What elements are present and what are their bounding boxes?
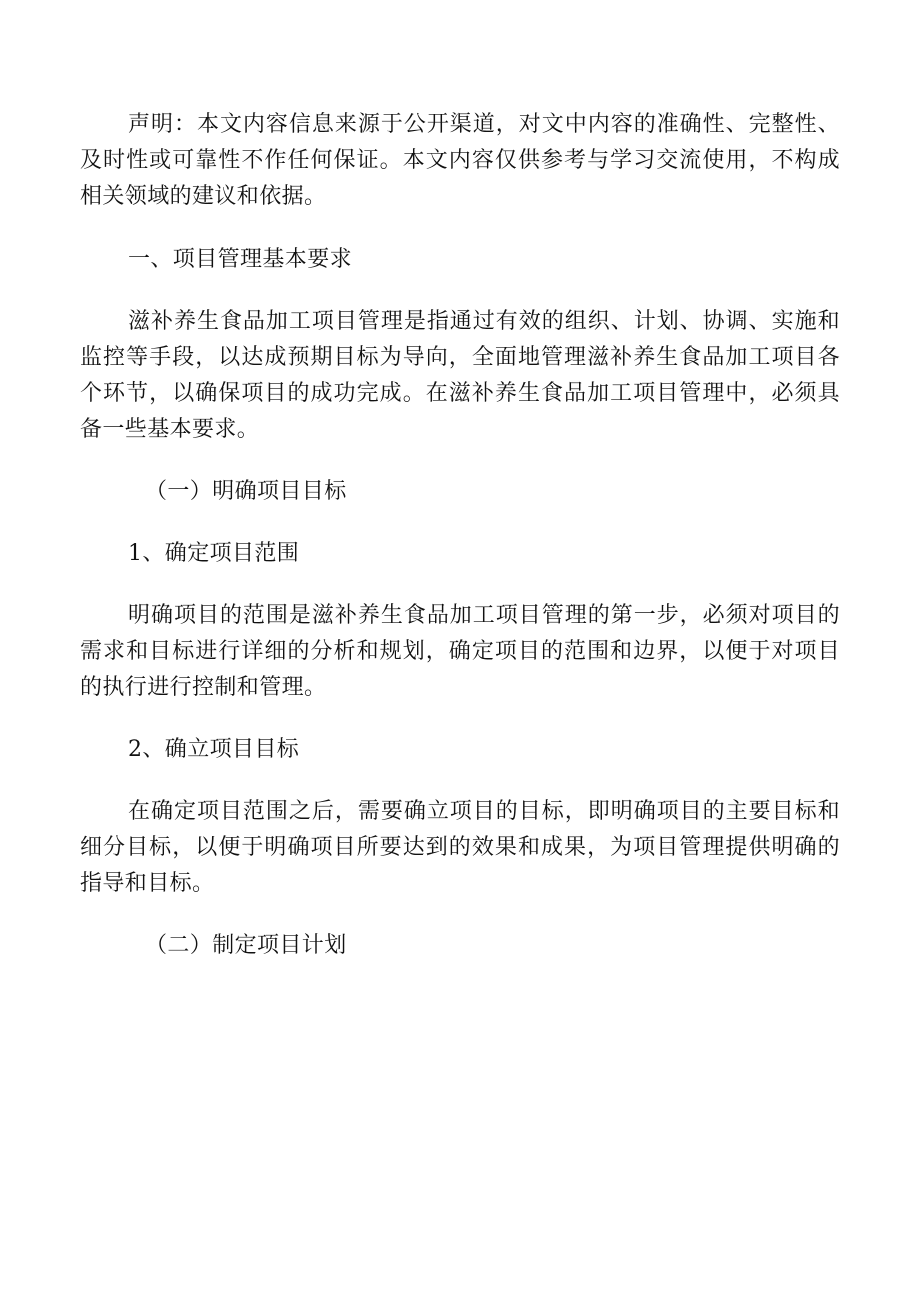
disclaimer-paragraph: 声明：本文内容信息来源于公开渠道，对文中内容的准确性、完整性、及时性或可靠性不作任何保证。本文内容仅供参考与学习交流使用，不构成相关领域的建议和依据。 [80,112,840,209]
section-heading-basic-requirements: 一、项目管理基本要求 [128,247,353,272]
document-content [80,107,840,964]
section-body-paragraph: 滋补养生食品加工项目管理是指通过有效的组织、计划、协调、实施和监控等手段，以达成预期目标为导向，全面地管理滋补养生食品加工项目各个环节，以确保项目的成功完成。在滋补养生食品加工项目管理中，必须具备一些基本要求。 [80,309,840,442]
item-body-project-goals: 在确定项目范围之后，需要确立项目的目标，即明确项目的主要目标和细分目标，以便于明确项目所要达到的效果和成果，为项目管理提供明确的指导和目标。 [80,799,840,896]
item-body-project-scope: 明确项目的范围是滋补养生食品加工项目管理的第一步，必须对项目的需求和目标进行详细的分析和规划，确定项目的范围和边界，以便于对项目的执行进行控制和管理。 [80,603,840,700]
subsection-heading-project-plan: （二）制定项目计划 [145,933,347,958]
item-heading-project-goals: 2、确立项目目标 [128,737,300,762]
item-heading-project-scope: 1、确定项目范围 [128,541,300,566]
subsection-heading-clear-goals: （一）明确项目目标 [145,479,347,504]
